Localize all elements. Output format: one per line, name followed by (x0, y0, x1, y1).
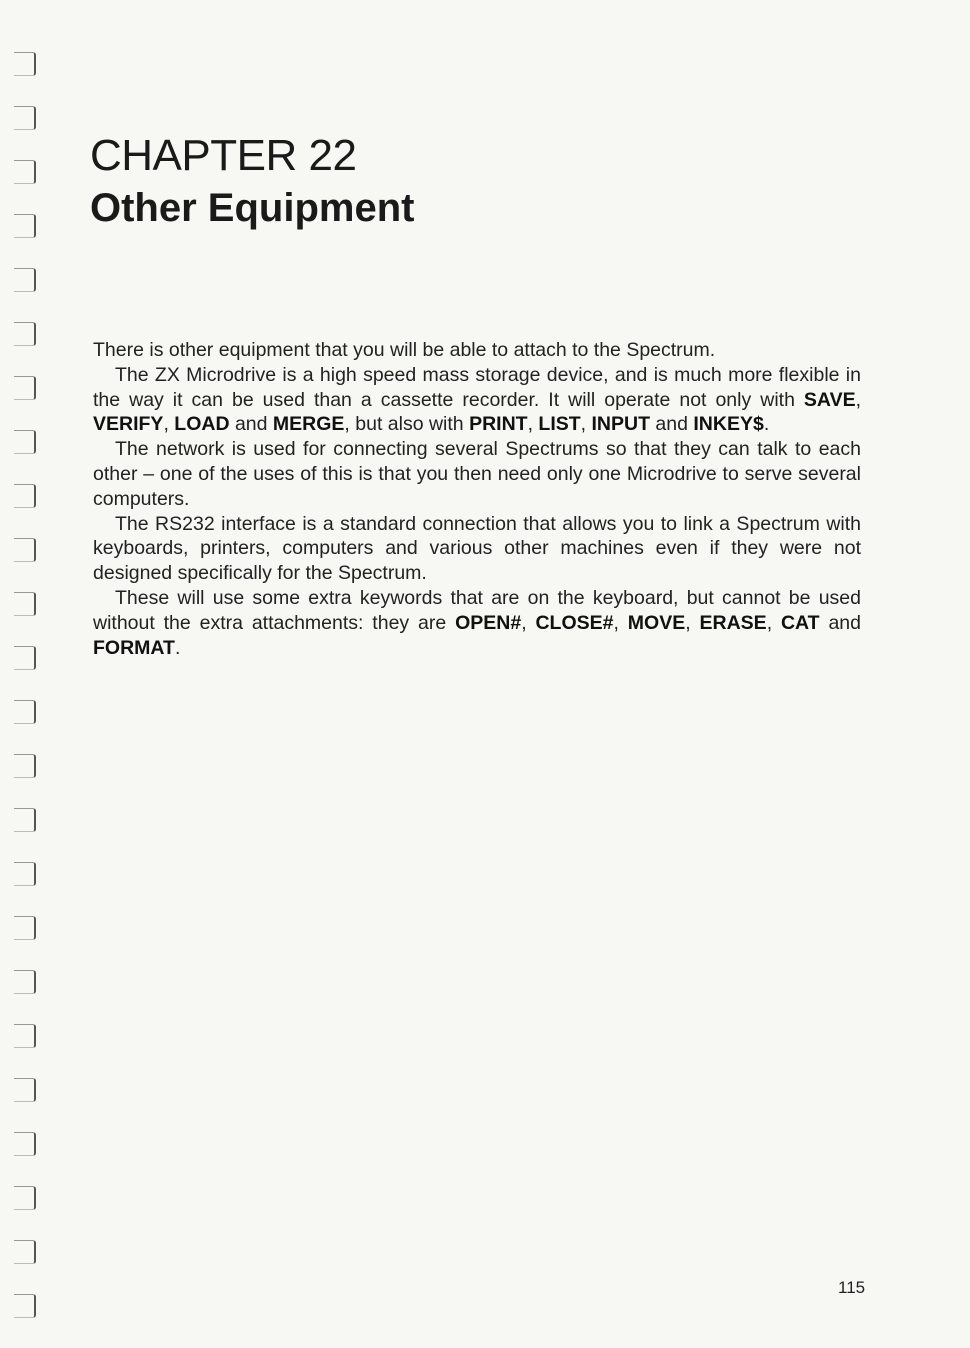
keyword-inkey: INKEY$ (693, 413, 764, 436)
binding-hole (14, 214, 36, 238)
text-run: These will use some extra keywords that are on the keyboard, but cannot be used without the extra attachments: they are (93, 586, 861, 634)
binding-hole (14, 322, 36, 346)
keyword-open: OPEN# (455, 611, 522, 634)
binding-hole (14, 754, 36, 778)
text-run: . (174, 636, 181, 659)
binding-hole (14, 160, 36, 184)
binding-hole (14, 1240, 36, 1264)
text-run: , (527, 413, 539, 436)
keyword-merge: MERGE (272, 413, 345, 436)
binding-hole (14, 538, 36, 562)
binding-hole (14, 916, 36, 940)
paragraph-network: The network is used for connecting several Spectrums so that they can talk to each other – one of the uses of this is that you then need only one Microdrive to serve several computers. (93, 438, 861, 510)
binding-hole (14, 268, 36, 292)
text-run: The ZX Microdrive is a high speed mass storage device, and is much more flexible in the way it can be used than a cassette recorder. It will operate not only with (93, 363, 861, 411)
text-run: and (819, 611, 862, 634)
keyword-erase: ERASE (699, 611, 767, 634)
binding-hole (14, 592, 36, 616)
keyword-list: LIST (538, 413, 581, 436)
keyword-print: PRINT (469, 413, 528, 436)
binding-hole (14, 862, 36, 886)
text-run: , (613, 611, 628, 634)
text-run: , (855, 388, 861, 411)
binding-hole (14, 970, 36, 994)
binding-hole (14, 1024, 36, 1048)
binding-hole (14, 106, 36, 130)
text-run: , (521, 611, 536, 634)
keyword-close: CLOSE# (535, 611, 614, 634)
binding-hole (14, 52, 36, 76)
text-run: , (163, 413, 175, 436)
binding-hole (14, 1294, 36, 1318)
keyword-load: LOAD (174, 413, 230, 436)
spiral-binding (0, 0, 60, 1348)
binding-hole (14, 808, 36, 832)
binding-hole (14, 646, 36, 670)
text-run: and (650, 413, 694, 436)
paragraph-keywords (93, 586, 861, 660)
text-run: , but also with (344, 413, 470, 436)
binding-hole (14, 700, 36, 724)
paragraph-rs232: The RS232 interface is a standard connection that allows you to link a Spectrum with keyboards, printers, computers and various other machines even if they were not designed specifically for the Spectrum. (93, 512, 861, 585)
keyword-move: MOVE (627, 611, 686, 634)
keyword-input: INPUT (591, 413, 651, 436)
text-run: , (685, 611, 700, 634)
binding-hole (14, 1078, 36, 1102)
text-run: . (763, 413, 770, 436)
binding-hole (14, 484, 36, 508)
text-run: , (766, 611, 781, 634)
keyword-save: SAVE (803, 388, 856, 411)
chapter-number: CHAPTER 22 (90, 131, 357, 180)
binding-hole (14, 430, 36, 454)
chapter-body (93, 338, 861, 660)
page-number: 115 (838, 1278, 866, 1297)
keyword-verify: VERIFY (93, 413, 164, 436)
paragraph-microdrive (93, 363, 861, 437)
keyword-cat: CAT (780, 611, 820, 634)
chapter-title: Other Equipment (90, 186, 415, 230)
binding-hole (14, 1132, 36, 1156)
binding-hole (14, 1186, 36, 1210)
binding-hole (14, 376, 36, 400)
text-run: and (229, 413, 273, 436)
paragraph-intro: There is other equipment that you will be able to attach to the Spectrum. (93, 339, 716, 361)
keyword-format: FORMAT (93, 636, 175, 659)
text-run: , (580, 413, 592, 436)
